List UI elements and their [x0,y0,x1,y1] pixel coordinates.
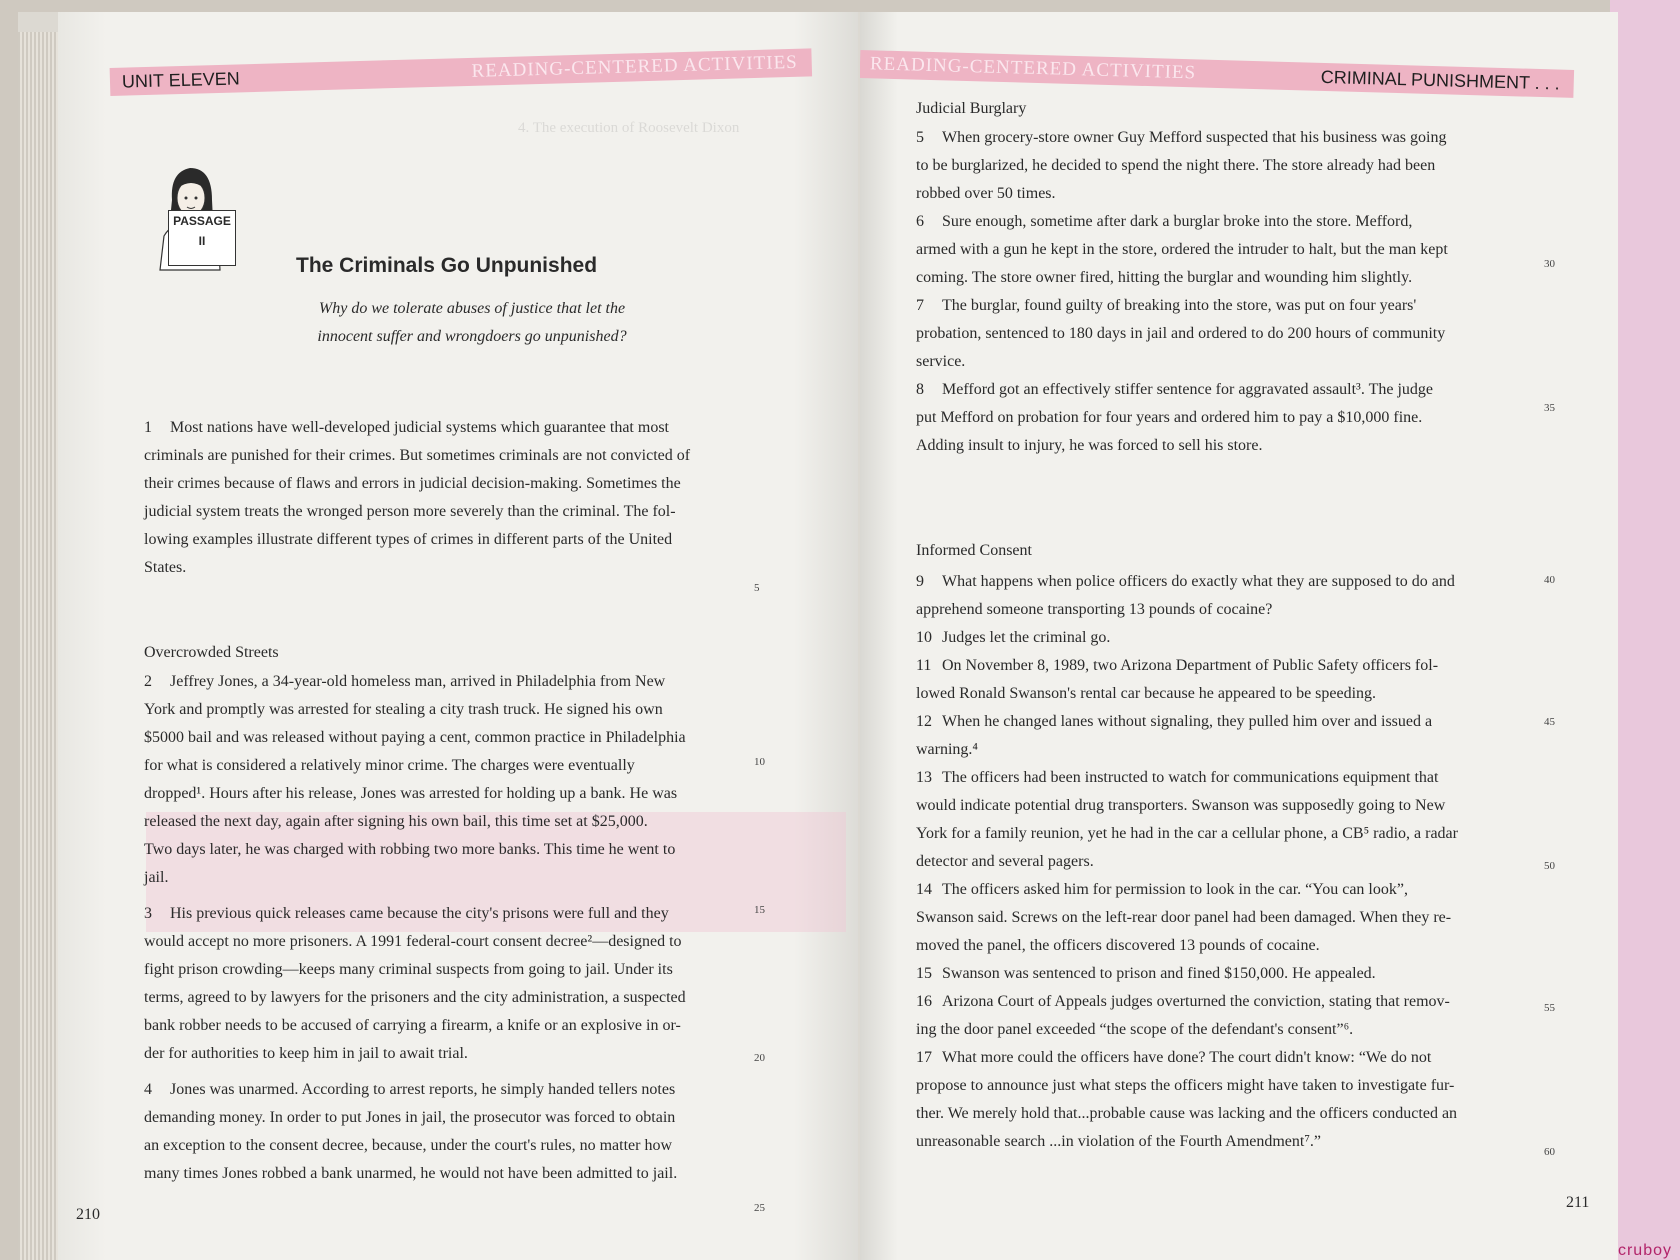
text-line: When grocery-store owner Guy Mefford suspected that his business was going [942,129,1447,146]
text-line: put Mefford on probation for four years and ordered him to pay a $10,000 fine. [916,409,1423,426]
paragraph-first-line [916,208,1526,236]
background-pink-fabric [1610,0,1680,1260]
paragraph-number: 12 [916,713,932,730]
text-line: criminals are punished for their crimes. But sometimes criminals are not convicted of [144,447,691,464]
subtitle-line-1: Why do we tolerate abuses of justice that let the [318,300,626,317]
photo-watermark: cruboy [1617,1242,1672,1259]
text-line: The burglar, found guilty of breaking into the store, was put on four years' [942,297,1417,314]
line-number: 45 [1544,716,1555,728]
text-line: armed with a gun he kept in the store, ordered the intruder to halt, but the man kept [916,241,1448,258]
paragraphs-9-to-17 [916,568,1526,1156]
paragraph-number: 14 [916,881,932,898]
paragraph-first-line [916,708,1526,736]
text-line: would indicate potential drug transporters. Swanson was supposedly going to New [916,797,1446,814]
text-line: detector and several pagers. [916,853,1094,870]
paragraph-number: 9 [916,573,924,590]
line-number: 60 [1544,1146,1555,1158]
paragraph-number: 13 [916,769,932,786]
paragraph-1 [144,414,742,582]
text-line: robbed over 50 times. [916,185,1056,202]
text-line: On November 8, 1989, two Arizona Department of Public Safety officers fol- [942,657,1439,674]
right-page-header [860,50,1574,98]
text-line: an exception to the consent decree, because, under the court's rules, no matter how [144,1137,673,1154]
article-subtitle [262,295,682,351]
text-line: fight prison crowding—keeps many criminal suspects from going to jail. Under its [144,961,673,978]
text-line: many times Jones robbed a bank unarmed, he would not have been admitted to jail. [144,1165,678,1182]
paragraphs-5-to-8 [916,124,1526,460]
passage-badge-number: II [198,234,206,248]
text-line: What more could the officers have done? The court didn't know: “We do not [942,1049,1432,1066]
text-line: lowing examples illustrate different types of crimes in different parts of the United [144,531,673,548]
page-edges [18,32,58,1260]
text-line: What happens when police officers do exactly what they are supposed to do and [942,573,1455,590]
paragraph-3 [144,900,742,1068]
line-number: 55 [1544,1002,1555,1014]
text-line: Adding insult to injury, he was forced to sell his store. [916,437,1263,454]
paragraph-first-line [916,988,1526,1016]
line-number: 35 [1544,402,1555,414]
text-line: demanding money. In order to put Jones in jail, the prosecutor was forced to obtain [144,1109,676,1126]
text-line: Arizona Court of Appeals judges overturned the conviction, stating that remov- [942,993,1450,1010]
text-line: Two days later, he was charged with robbing two more banks. This time he went to [144,841,676,858]
text-line: Mefford got an effectively stiffer sentence for aggravated assault³. The judge [942,381,1433,398]
text-line: When he changed lanes without signaling, they pulled him over and issued a [942,713,1433,730]
text-line: warning.⁴ [916,741,979,758]
text-line: ther. We merely hold that...probable cause was lacking and the officers conducted an [916,1105,1458,1122]
line-number: 30 [1544,258,1555,270]
unit-label: UNIT ELEVEN [121,67,240,92]
line-number: 15 [754,904,765,916]
text-line: Swanson was sentenced to prison and fined $150,000. He appealed. [942,965,1376,982]
text-line: Judges let the criminal go. [942,629,1111,646]
article-title: The Criminals Go Unpunished [296,254,598,277]
text-line: to be burglarized, he decided to spend the night there. The store already had been [916,157,1436,174]
line-number: 25 [754,1202,765,1214]
subtitle-line-2: innocent suffer and wrongdoers go unpunished? [317,328,627,345]
text-line: service. [916,353,966,370]
page-number-left: 210 [76,1206,100,1223]
text-line: terms, agreed to by lawyers for the prisoners and the city administration, a suspected [144,989,686,1006]
bleed-through-text: 4. The execution of Roosevelt Dixon [518,120,740,136]
line-number: 50 [1544,860,1555,872]
text-line: Swanson said. Screws on the left-rear door panel had been damaged. When they re- [916,909,1452,926]
text-line: coming. The store owner fired, hitting the burglar and wounding him slightly. [916,269,1413,286]
text-line: Sure enough, sometime after dark a burglar broke into the store. Mefford, [942,213,1413,230]
text-line: $5000 bail and was released without paying a cent, common practice in Philadelphia [144,729,686,746]
paragraph-first-line [916,124,1526,152]
paragraph-number: 8 [916,381,924,398]
paragraph-first-line [916,292,1526,320]
text-line: States. [144,559,187,576]
paragraph-number: 15 [916,965,932,982]
paragraph-number: 17 [916,1049,932,1066]
header-faint-text: READING-CENTERED ACTIVITIES [869,53,1197,84]
text-line: for what is considered a relatively minor crime. The charges were eventually [144,757,635,774]
text-line: judicial system treats the wronged person more severely than the criminal. The fol- [144,503,676,520]
right-page [860,12,1618,1260]
text-line: moved the panel, the officers discovered 13 pounds of cocaine. [916,937,1320,954]
text-line: apprehend someone transporting 13 pounds of cocaine? [916,601,1273,618]
paragraph-first-line [916,764,1526,792]
left-page-header [110,48,813,96]
text-line: their crimes because of flaws and errors in judicial decision-making. Sometimes the [144,475,681,492]
paragraph-number: 11 [916,657,932,674]
text-line: The officers had been instructed to watch for communications equipment that [942,769,1439,786]
text-line: would accept no more prisoners. A 1991 federal-court consent decree²—designed to [144,933,682,950]
paragraph-number: 4 [144,1081,152,1098]
passage-badge-label: PASSAGE [173,214,231,228]
paragraph-first-line [916,568,1526,596]
text-line: Jones was unarmed. According to arrest reports, he simply handed tellers notes [170,1081,676,1098]
text-line: probation, sentenced to 180 days in jail and ordered to do 200 hours of community [916,325,1446,342]
text-line: ing the door panel exceeded “the scope of the defendant's consent”⁶. [916,1021,1354,1038]
section-heading-overcrowded-streets: Overcrowded Streets [144,644,279,661]
text-line: jail. [144,869,169,886]
text-line: dropped¹. Hours after his release, Jones was arrested for holding up a bank. He was [144,785,678,802]
paragraph-2 [144,668,742,892]
text-line: der for authorities to keep him in jail to await trial. [144,1045,468,1062]
paragraph-number: 3 [144,905,152,922]
paragraph-first-line [916,652,1526,680]
left-page [58,12,858,1260]
paragraph-number: 6 [916,213,924,230]
chapter-running-title: CRIMINAL PUNISHMENT . . . [1320,66,1561,94]
header-faint-text: READING-CENTERED ACTIVITIES [471,51,799,82]
text-line: released the next day, again after signing his own bail, this time set at $25,000. [144,813,648,830]
text-line: York for a family reunion, yet he had in the car a cellular phone, a CB⁵ radio, a radar [916,825,1458,842]
paragraph-first-line [916,876,1526,904]
paragraph-number: 1 [144,419,152,436]
paragraph-first-line [916,960,1526,988]
text-line: Most nations have well-developed judicial systems which guarantee that most [170,419,669,436]
text-line: York and promptly was arrested for stealing a city trash truck. He signed his own [144,701,663,718]
open-book [18,12,1618,1260]
text-line: unreasonable search ...in violation of the Fourth Amendment⁷.” [916,1133,1322,1150]
paragraph-first-line [916,376,1526,404]
text-line: propose to announce just what steps the officers might have taken to investigate fur- [916,1077,1455,1094]
paragraph-number: 5 [916,129,924,146]
section-heading-judicial-burglary: Judicial Burglary [916,100,1027,117]
page-number-right: 211 [1566,1194,1590,1211]
text-line: Jeffrey Jones, a 34-year-old homeless man, arrived in Philadelphia from New [170,673,666,690]
paragraph-number: 16 [916,993,932,1010]
paragraph-number: 10 [916,629,932,646]
line-number: 5 [754,582,760,594]
paragraph-4 [144,1076,742,1188]
line-number: 20 [754,1052,765,1064]
paragraph-number: 7 [916,297,924,314]
paragraph-first-line [916,624,1526,652]
line-number: 40 [1544,574,1555,586]
paragraph-number: 2 [144,673,152,690]
text-line: His previous quick releases came because the city's prisons were full and they [170,905,669,922]
passage-badge [168,210,236,266]
line-number: 10 [754,756,765,768]
text-line: The officers asked him for permission to look in the car. “You can look”, [942,881,1408,898]
section-heading-informed-consent: Informed Consent [916,542,1032,559]
text-line: bank robber needs to be accused of carrying a firearm, a knife or an explosive in or- [144,1017,681,1034]
paragraph-first-line [916,1044,1526,1072]
text-line: lowed Ronald Swanson's rental car because he appeared to be speeding. [916,685,1377,702]
